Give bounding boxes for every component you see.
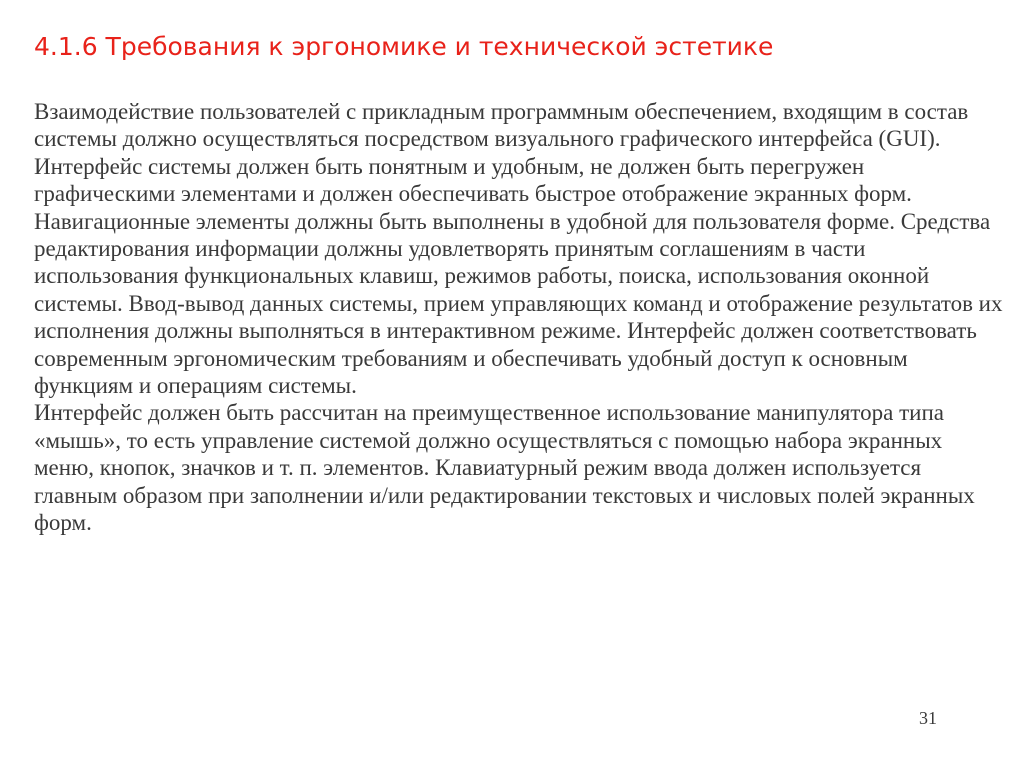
page-number: 31 [919, 708, 937, 728]
slide-body [34, 98, 1006, 537]
body-paragraph-2: Интерфейс должен быть рассчитан на преимущественное использование манипулятора типа «мышь», то есть управление системой должно осуществляться с помощью набора экранных меню, кнопок, значков и т. п. элементов. Клавиатурный режим ввода должен используется главным образом при заполнении и/или редактировании текстовых и числовых полей экранных форм. [34, 400, 975, 536]
slide-title: 4.1.6 Требования к эргономике и технической эстетике [34, 32, 774, 61]
body-paragraph-1: Взаимодействие пользователей с прикладным программным обеспечением, входящим в состав системы должно осуществляться посредством визуального графического интерфейса (GUI). Интерфейс системы должен быть понятным и удобным, не должен быть перегружен графическими элементами и должен обеспечивать быстрое отображение экранных форм. Навигационные элементы должны быть выполнены в удобной для пользователя форме. Средства редактирования информации должны удовлетворять принятым соглашениям в части использования функциональных клавиш, режимов работы, поиска, использования оконной системы. Ввод-вывод данных системы, прием управляющих команд и отображение результатов их исполнения должны выполняться в интерактивном режиме. Интерфейс должен соответствовать современным эргономическим требованиям и обеспечивать удобный доступ к основным функциям и операциям системы. [34, 99, 1003, 399]
